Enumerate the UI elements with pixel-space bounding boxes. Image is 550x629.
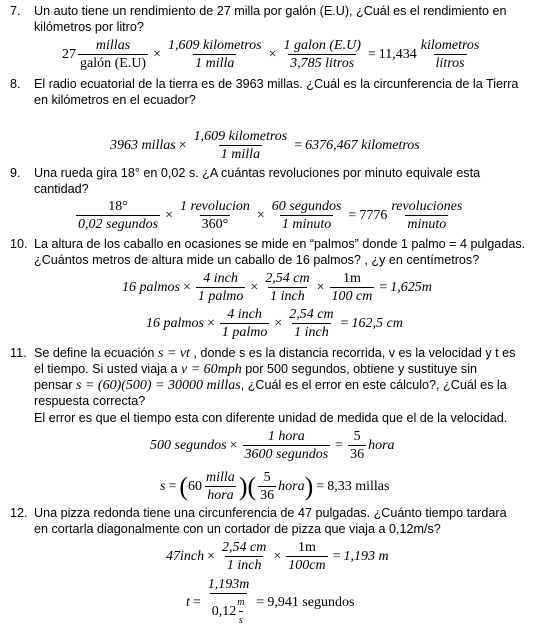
eq-result: 1,193 m — [343, 548, 389, 564]
eq-term: 27 — [62, 46, 76, 62]
fraction: $\frac{\text{1 galon (E.U)}}{\text{3,785 litros}}$ — [283, 38, 361, 71]
problem-12-text-line2: en cortarla diagonalmente con un cortador de pizza que viaja a 0,12m/s? — [34, 522, 441, 536]
fraction: $\frac{\text{milla}}{\text{hora}}$ — [206, 470, 235, 503]
problem-10-number: 10. — [10, 237, 28, 251]
problem-10-equation-1: 16 palmos × $\frac{\text{4 inch}}{\text{1 palmo}}$ × $\frac{2,54 cm}{\text{1 inch}}$ × $\frac{1m}{100 cm}$ = 1,625m — [122, 271, 432, 304]
eq-result: 6376,467 kilometros — [305, 137, 420, 153]
eq-result: 1,625m — [390, 279, 432, 295]
problem-12-number: 12. — [10, 506, 28, 520]
fraction: $\frac{\text{1 hora}}{\text{3600 segundos}}$ — [244, 429, 329, 462]
problem-9-number: 9. — [10, 166, 21, 180]
problem-11-equation-2: s = ( 60 $\frac{\text{milla}}{\text{hora}}$ ) ( $\frac{5}{36}$ hora ) = 8,33 millas — [160, 470, 390, 503]
problem-7-equation: 27 $\frac{\text{millas}}{\text{galón (E.U)}}$ × $\frac{\text{1,609 kilometros}}{\text{1 milla}}$ × $\frac{\text{1 galon (E.U)}}{\text{3,785 litros}}$ = 11,434 $\frac{\text{kilometros}}{\text{litros}}$ — [62, 38, 480, 71]
eq-term: s — [160, 478, 166, 494]
problem-7-text-line1: Un auto tiene un rendimiento de 27 milla por galón (E.U), ¿Cuál es el rendimiento en — [34, 4, 507, 18]
problem-12-equation-1: 47inch × $\frac{2,54 cm}{\text{1 inch}}$ × $\frac{1m}{100cm}$ = 1,193 m — [166, 540, 389, 573]
fraction: 1,193m 0,12 m s — [206, 576, 252, 629]
fraction: $\frac{5}{36}$ — [260, 470, 275, 503]
problem-8-text-line2: en kilómetros en el ecuador? — [34, 93, 196, 107]
eq-term: 16 palmos — [122, 279, 180, 295]
fraction: $\frac{5}{36}$ — [350, 429, 365, 462]
fraction: $\frac{1m}{100 cm}$ — [331, 271, 373, 304]
eq-result: 7776 — [359, 207, 388, 223]
problem-11-equation-1: 500 segundos × $\frac{\text{1 hora}}{\text{3600 segundos}}$ = $\frac{5}{36}$ hora — [150, 429, 395, 462]
fraction: $\frac{\text{millas}}{\text{galón (E.U)}}$ — [80, 38, 147, 71]
problem-11-text-line5: El error es que el tiempo esta con diferente unidad de medida que el de la velocidad. — [34, 411, 508, 425]
problem-11-text-line1: Se define la ecuación s = vt , donde s es la distancia recorrida, v es la velocidad y t es — [34, 346, 516, 361]
eq-result: 162,5 cm — [351, 315, 403, 331]
problem-9-text-line2: cantidad? — [34, 182, 89, 196]
eq-term: 500 segundos — [150, 437, 227, 453]
problem-12-text-line1: Una pizza redonda tiene una circunferencia de 47 pulgadas. ¿Cuánto tiempo tardara — [34, 506, 507, 520]
problem-10-text-line2: ¿Cuántos metros de altura mide un caballo de 16 palmos? , ¿y en centímetros? — [34, 253, 480, 267]
mini-fraction: m s — [237, 594, 244, 629]
fraction: $\frac{\text{60 segundos}}{\text{1 minuto}}$ — [271, 199, 342, 232]
eq-term: 47inch — [166, 548, 205, 564]
problem-7-number: 7. — [10, 4, 21, 18]
eq-unit: hora — [368, 437, 395, 453]
fraction: $\frac{\text{kilometros}}{\text{litros}}$ — [420, 38, 480, 71]
fraction: $\frac{\text{1,609 kilometros}}{\text{1 milla}}$ — [193, 129, 288, 162]
eq-result: 9,941 segundos — [267, 594, 355, 610]
fraction: $\frac{2,54 cm}{\text{1 inch}}$ — [222, 540, 267, 573]
fraction: $\frac{\text{1,609 kilometros}}{\text{1 milla}}$ — [168, 38, 262, 71]
eq-result: 8,33 millas — [327, 478, 390, 494]
problem-10-text-line1: La altura de los caballo en ocasiones se mide en “palmos” donde 1 palmo = 4 pulgadas. — [34, 237, 526, 251]
fraction: $\frac{\text{4 inch}}{\text{1 palmo}}$ — [197, 271, 244, 304]
problem-7-text-line2: kilómetros por litro? — [34, 20, 144, 34]
fraction: $\frac{2,54 cm}{\text{1 inch}}$ — [289, 307, 334, 340]
fraction: $\frac{1m}{100cm}$ — [288, 540, 326, 573]
problem-11-text-line4: respuesta correcta? — [34, 394, 146, 408]
problem-11-text-line2: el tiempo. Si usted viaja a v = 60mph por 500 segundos, obtiene y sustituye sin — [34, 362, 478, 377]
problem-8-text-line1: El radio ecuatorial de la tierra es de 3963 millas. ¿Cuál es la circunferencia de la Tierra — [34, 77, 519, 91]
problem-11-text-line3: pensar s = (60)(500) = 30000 millas, ¿Cuál es el error en este cálculo?, ¿Cuál es la — [34, 378, 507, 393]
fraction: $\frac{\text{revoluciones}}{\text{minuto}}$ — [391, 199, 463, 232]
problem-11-number: 11. — [10, 346, 27, 360]
problem-8-number: 8. — [10, 77, 21, 91]
fraction: $\frac{18^\circ}{\text{0,02 segundos}}$ — [78, 199, 159, 232]
fraction: $\frac{\text{1 revolucion}}{360^\circ}$ — [180, 199, 250, 232]
problem-9-equation: $\frac{18^\circ}{\text{0,02 segundos}}$ × $\frac{\text{1 revolucion}}{360^\circ}$ × $\frac{\text{60 segundos}}{\text{1 minuto}}$ = 7776 $\frac{\text{revoluciones}}{\text{minuto}}$ — [78, 199, 463, 232]
fraction: $\frac{\text{4 inch}}{\text{1 palmo}}$ — [221, 307, 268, 340]
eq-result: 11,434 — [378, 46, 417, 62]
eq-term: t — [186, 594, 190, 610]
eq-term: 16 palmos — [146, 315, 204, 331]
problem-10-equation-2: 16 palmos × $\frac{\text{4 inch}}{\text{1 palmo}}$ × $\frac{2,54 cm}{\text{1 inch}}$ = 162,5 cm — [146, 307, 403, 340]
problem-9-text-line1: Una rueda gira 18° en 0,02 s. ¿A cuántas revoluciones por minuto equivale esta — [34, 166, 481, 180]
problem-12-equation-2: t = 1,193m 0,12 m s = 9,941 segundos — [186, 576, 354, 629]
problem-8-equation: 3963 millas × $\frac{\text{1,609 kilometros}}{\text{1 milla}}$ = 6376,467 kilometros — [110, 129, 420, 162]
fraction: $\frac{2,54 cm}{\text{1 inch}}$ — [265, 271, 310, 304]
eq-term: 3963 millas — [110, 137, 176, 153]
